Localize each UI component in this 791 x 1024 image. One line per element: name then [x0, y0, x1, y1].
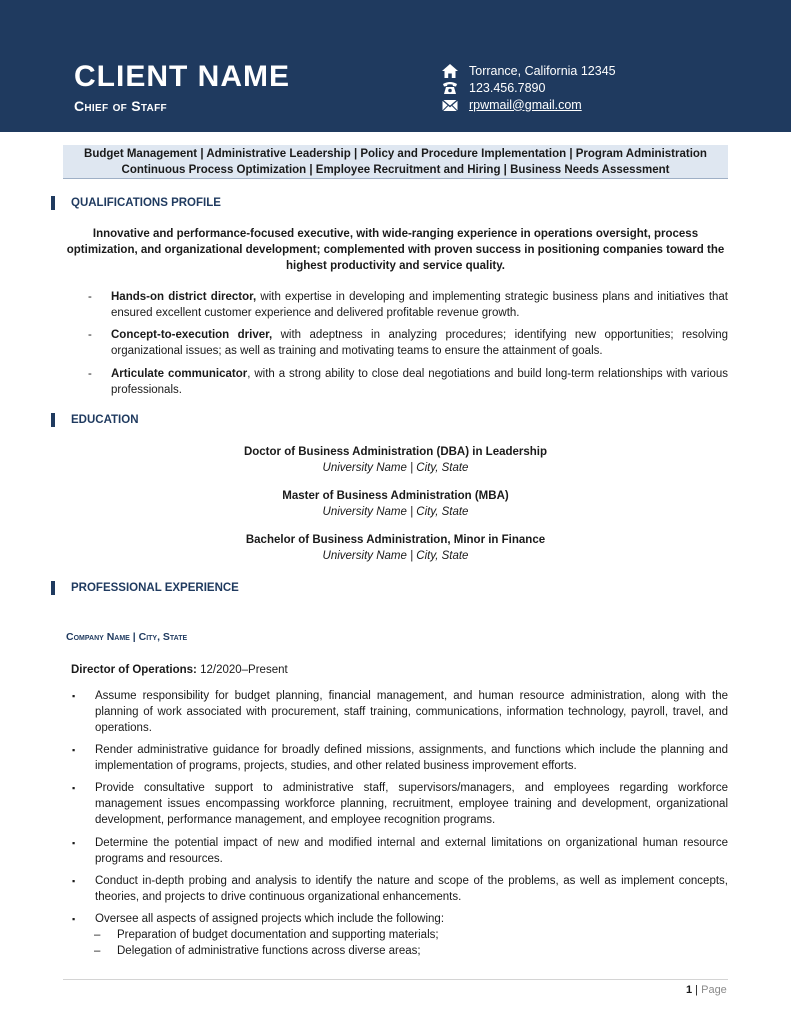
job-title: Chief of Staff — [74, 98, 167, 114]
square-bullet-marker: ▪ — [72, 745, 76, 755]
page-separator: | — [692, 984, 702, 996]
bullet-text: Provide consultative support to administrative staff, supervisors/managers, and employees regarding workforce management issues encompassing workforce planning, recruitment, employee training and development, organizational development, performance management, and employee recognition programs. — [95, 782, 728, 826]
experience-bullet — [72, 873, 728, 905]
square-bullet-marker: ▪ — [72, 691, 76, 701]
page-number-value: 1 — [686, 984, 693, 996]
section-title: EDUCATION — [71, 414, 139, 426]
footer-divider — [63, 979, 728, 980]
bullet-lead: Concept-to-execution driver, — [111, 329, 273, 341]
square-bullet-marker: ▪ — [72, 876, 76, 886]
phone-icon — [442, 81, 458, 95]
qualification-bullet — [88, 366, 728, 398]
education-entry — [63, 444, 728, 476]
education-entry — [63, 488, 728, 520]
qualification-bullet — [88, 289, 728, 321]
qualifications-summary: Innovative and performance-focused executive, with wide-ranging experience in operations oversight, process optimization, and organizational development; complemented with proven success in positioning companies toward the highest productivity and service quality. — [66, 228, 725, 272]
bullet-text: Conduct in-depth probing and analysis to identify the nature and scope of the problems, as well as implement concepts, theories, and projects to drive continuous organizational enhancements. — [95, 875, 728, 903]
bullet-lead: Hands-on district director, — [111, 291, 257, 303]
client-name: CLIENT NAME — [74, 60, 290, 93]
sub-bullet-text: Delegation of administrative functions across diverse areas; — [117, 945, 421, 957]
location-text: Torrance, California 12345 — [469, 63, 616, 78]
section-experience — [51, 580, 239, 596]
section-qualifications — [51, 195, 221, 211]
section-marker — [51, 581, 55, 595]
sub-bullet-text: Preparation of budget documentation and supporting materials; — [117, 929, 439, 941]
bullet-lead: Articulate communicator — [111, 368, 248, 380]
degree-name: Doctor of Business Administration (DBA) in Leadership — [243, 446, 548, 458]
section-title: QUALIFICATIONS PROFILE — [71, 197, 221, 209]
school-name: University Name | City, State — [322, 462, 469, 474]
sub-bullet — [94, 927, 439, 943]
experience-bullet — [72, 742, 728, 774]
header-banner — [0, 0, 791, 132]
dash-marker: – — [94, 945, 101, 957]
bullet-text: Render administrative guidance for broadly defined missions, assignments, and functions which include the planning and implementation of programs, projects, studies, and other related business improvement efforts. — [95, 744, 728, 772]
degree-name: Bachelor of Business Administration, Minor in Finance — [245, 534, 546, 546]
role-line — [71, 664, 288, 676]
keywords-line-1: Budget Management | Administrative Leadership | Policy and Procedure Implementation | Program Administration — [84, 148, 707, 160]
contact-email[interactable] — [442, 96, 616, 113]
bullet-text: Assume responsibility for budget planning, financial management, and human resource administration, along with the planning of work associated with procurement, staff training, communications, information technology, payroll, travel, and operations. — [95, 690, 728, 734]
bullet-text: Oversee all aspects of assigned projects which include the following: — [95, 913, 445, 925]
section-marker — [51, 413, 55, 427]
page-label: Page — [701, 984, 727, 996]
square-bullet-marker: ▪ — [72, 783, 76, 793]
bullet-text: with expertise in developing and implementing strategic business plans and initiatives that ensured excellent customer experience and delivered profitable revenue growth. — [111, 291, 728, 319]
email-link[interactable]: rpwmail@gmail.com — [469, 97, 582, 112]
degree-name: Master of Business Administration (MBA) — [282, 490, 509, 502]
contact-location — [442, 62, 616, 79]
dash-marker: - — [88, 329, 92, 341]
square-bullet-marker: ▪ — [72, 914, 76, 924]
education-entry — [63, 532, 728, 564]
home-icon — [442, 64, 458, 78]
section-education — [51, 412, 139, 428]
company-line: Company Name | City, State — [66, 631, 188, 643]
school-name: University Name | City, State — [322, 506, 469, 518]
experience-bullet — [72, 688, 728, 736]
bullet-text: , with a strong ability to close deal negotiations and build long-term relationships with various professionals. — [111, 368, 728, 396]
dash-marker: – — [94, 929, 101, 941]
role-dates: 12/2020–Present — [196, 664, 288, 676]
bullet-text: Determine the potential impact of new and modified internal and external limitations on organizational human resource programs and resources. — [95, 837, 728, 865]
qualification-bullet — [88, 327, 728, 359]
page-number — [686, 984, 727, 996]
sub-bullet — [94, 943, 421, 959]
experience-bullet — [72, 780, 728, 828]
experience-bullet — [72, 835, 728, 867]
square-bullet-marker: ▪ — [72, 838, 76, 848]
keywords-line-2: Continuous Process Optimization | Employee Recruitment and Hiring | Business Needs Assessment — [121, 164, 670, 176]
phone-text: 123.456.7890 — [469, 80, 546, 95]
role-title: Director of Operations: — [71, 664, 197, 676]
school-name: University Name | City, State — [322, 550, 469, 562]
bullet-text: with adeptness in analyzing procedures; identifying new opportunities; resolving organizational issues; as well as training and motivating teams to ensure the attainment of goals. — [111, 329, 728, 357]
contact-phone — [442, 79, 616, 96]
contact-block — [442, 62, 616, 113]
experience-bullet — [72, 911, 728, 927]
section-marker — [51, 196, 55, 210]
dash-marker: - — [88, 291, 92, 303]
dash-marker: - — [88, 368, 92, 380]
envelope-icon — [442, 98, 458, 112]
keywords-banner — [63, 145, 728, 179]
section-title: PROFESSIONAL EXPERIENCE — [71, 582, 239, 594]
